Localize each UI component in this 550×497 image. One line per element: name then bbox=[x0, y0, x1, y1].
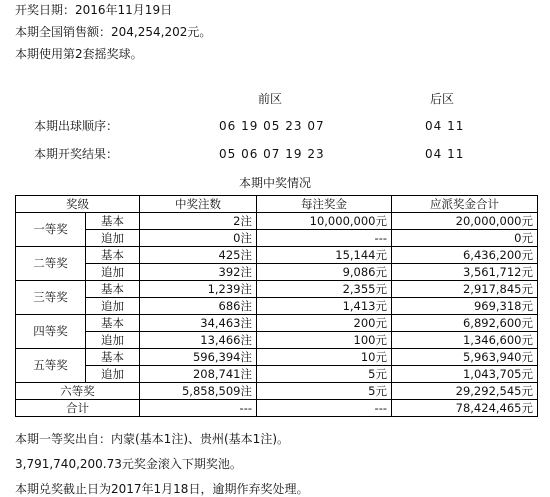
tier-name: 六等奖 bbox=[16, 383, 140, 400]
prize-table-title: 本期中奖情况 bbox=[238, 176, 311, 190]
header-count: 中奖注数 bbox=[140, 196, 257, 213]
row-type: 追加 bbox=[86, 366, 140, 383]
row-count: 596,394注 bbox=[140, 349, 257, 366]
draw-result-front: 05 06 07 19 23 bbox=[219, 147, 325, 161]
row-count: 5,858,509注 bbox=[140, 383, 257, 400]
draw-date: 开奖日期：2016年11月19日 bbox=[15, 3, 173, 17]
jackpot-rollover: 3,791,740,200.73元奖金滚入下期奖池。 bbox=[15, 457, 242, 471]
row-count: 13,466注 bbox=[140, 332, 257, 349]
table-row bbox=[16, 264, 538, 281]
first-prize-origin: 本期一等奖出自：内蒙(基本1注)、贵州(基本1注)。 bbox=[15, 432, 289, 446]
row-prize: 200元 bbox=[257, 315, 392, 332]
row-prize: 1,413元 bbox=[257, 298, 392, 315]
tier-name: 三等奖 bbox=[16, 281, 86, 315]
row-prize: 9,086元 bbox=[257, 264, 392, 281]
row-prize: 5元 bbox=[257, 366, 392, 383]
row-type: 基本 bbox=[86, 281, 140, 298]
sum-total: 78,424,465元 bbox=[392, 400, 538, 417]
table-header-row bbox=[16, 196, 538, 213]
table-row bbox=[16, 213, 538, 230]
row-total: 2,917,845元 bbox=[392, 281, 538, 298]
tier-name: 二等奖 bbox=[16, 247, 86, 281]
row-type: 追加 bbox=[86, 264, 140, 281]
row-total: 1,043,705元 bbox=[392, 366, 538, 383]
row-total: 1,346,600元 bbox=[392, 332, 538, 349]
header-prize: 每注奖金 bbox=[257, 196, 392, 213]
draw-order-front: 06 19 05 23 07 bbox=[219, 119, 325, 133]
tier-name: 五等奖 bbox=[16, 349, 86, 383]
row-type: 追加 bbox=[86, 332, 140, 349]
row-prize: 10,000,000元 bbox=[257, 213, 392, 230]
row-total: 5,963,940元 bbox=[392, 349, 538, 366]
row-prize: 5元 bbox=[257, 383, 392, 400]
row-count: 0注 bbox=[140, 230, 257, 247]
table-row bbox=[16, 298, 538, 315]
row-prize: 100元 bbox=[257, 332, 392, 349]
row-prize: 15,144元 bbox=[257, 247, 392, 264]
row-total: 6,892,600元 bbox=[392, 315, 538, 332]
row-count: 686注 bbox=[140, 298, 257, 315]
row-prize: 2,355元 bbox=[257, 281, 392, 298]
table-row-total bbox=[16, 400, 538, 417]
sum-prize: --- bbox=[257, 400, 392, 417]
row-type: 基本 bbox=[86, 315, 140, 332]
header-total: 应派奖金合计 bbox=[392, 196, 538, 213]
table-row bbox=[16, 315, 538, 332]
row-total: 0元 bbox=[392, 230, 538, 247]
draw-result-label: 本期开奖结果： bbox=[34, 147, 119, 161]
row-prize: --- bbox=[257, 230, 392, 247]
row-type: 追加 bbox=[86, 230, 140, 247]
row-total: 6,436,200元 bbox=[392, 247, 538, 264]
prize-table bbox=[15, 195, 538, 417]
sum-count: --- bbox=[140, 400, 257, 417]
draw-order-label: 本期出球顺序： bbox=[34, 119, 119, 133]
table-row bbox=[16, 349, 538, 366]
tier-name: 一等奖 bbox=[16, 213, 86, 247]
tier-name: 四等奖 bbox=[16, 315, 86, 349]
table-row bbox=[16, 281, 538, 298]
row-count: 425注 bbox=[140, 247, 257, 264]
row-count: 392注 bbox=[140, 264, 257, 281]
table-row bbox=[16, 366, 538, 383]
row-total: 20,000,000元 bbox=[392, 213, 538, 230]
row-type: 基本 bbox=[86, 247, 140, 264]
table-row bbox=[16, 230, 538, 247]
row-prize: 10元 bbox=[257, 349, 392, 366]
row-type: 基本 bbox=[86, 213, 140, 230]
front-zone-label: 前区 bbox=[258, 92, 283, 106]
sum-label: 合计 bbox=[16, 400, 140, 417]
row-count: 2注 bbox=[140, 213, 257, 230]
table-row bbox=[16, 332, 538, 349]
table-row-sixth bbox=[16, 383, 538, 400]
row-count: 1,239注 bbox=[140, 281, 257, 298]
row-total: 3,561,712元 bbox=[392, 264, 538, 281]
row-count: 208,741注 bbox=[140, 366, 257, 383]
row-type: 追加 bbox=[86, 298, 140, 315]
header-tier: 奖级 bbox=[16, 196, 140, 213]
claim-deadline: 本期兑奖截止日为2017年1月18日，逾期作弃奖处理。 bbox=[15, 482, 309, 496]
table-row bbox=[16, 247, 538, 264]
row-count: 34,463注 bbox=[140, 315, 257, 332]
back-zone-label: 后区 bbox=[430, 92, 455, 106]
draw-result-back: 04 11 bbox=[425, 147, 465, 161]
row-total: 29,292,545元 bbox=[392, 383, 538, 400]
sales-total: 本期全国销售额：204,254,202元。 bbox=[15, 25, 212, 39]
draw-order-back: 04 11 bbox=[425, 119, 465, 133]
row-total: 969,318元 bbox=[392, 298, 538, 315]
ball-set-note: 本期使用第2套摇奖球。 bbox=[15, 47, 143, 61]
row-type: 基本 bbox=[86, 349, 140, 366]
